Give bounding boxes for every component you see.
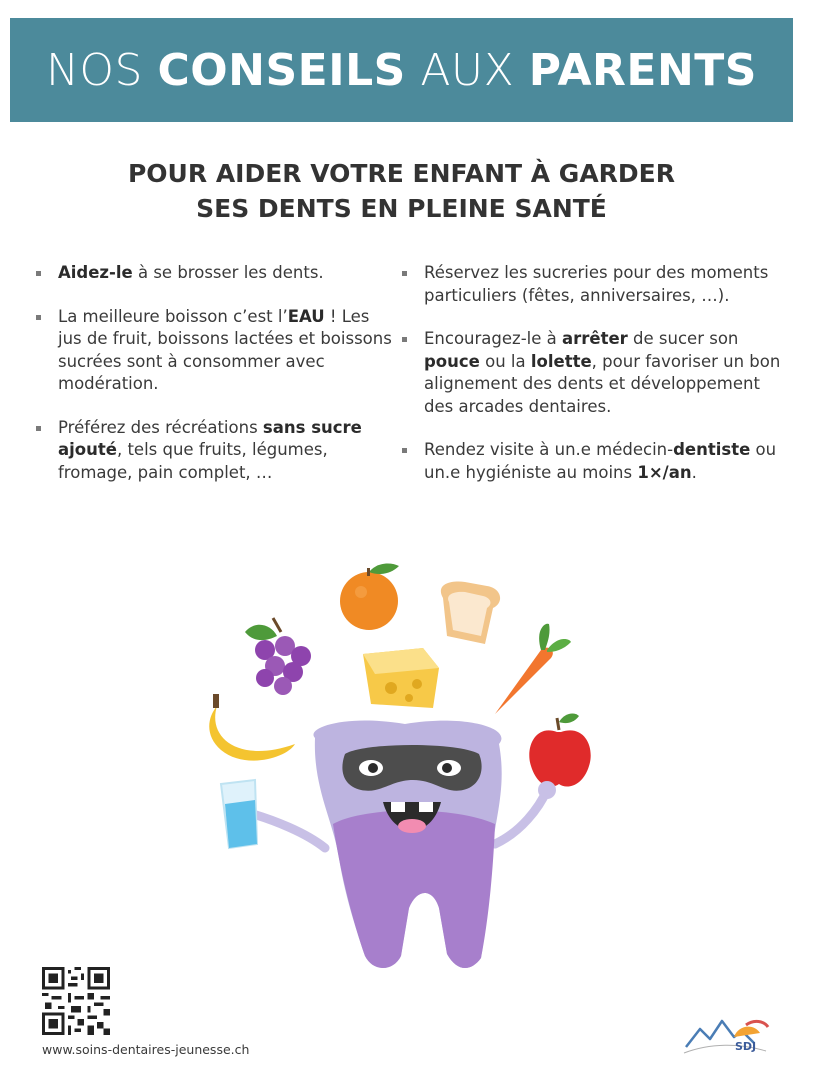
subtitle: POUR AIDER VOTRE ENFANT À GARDER SES DENTS EN PLEINE SANTÉ — [127, 159, 675, 223]
website-link[interactable]: www.soins-dentaires-jeunesse.ch — [42, 1042, 250, 1057]
page-title: NOS CONSEILS AUX PARENTS — [46, 44, 757, 96]
glass-of-water-icon — [221, 780, 257, 848]
tip-item: Réservez les sucreries pour des moments particuliers (fêtes, anniversaires, …). — [402, 262, 792, 307]
tips-left-list — [36, 262, 396, 505]
tip-item: Préférez des récréations sans sucre ajouté, tels que fruits, légumes, fromage, pain complet, … — [36, 417, 396, 485]
carrot-icon — [495, 624, 571, 714]
tip-item: La meilleure boisson c’est l’EAU ! Les jus de fruit, boissons lactées et boissons sucrées sont à consommer avec modération. — [36, 306, 396, 396]
apple-icon — [529, 714, 590, 787]
bread-icon — [441, 582, 500, 644]
tip-item: Aidez-le à se brosser les dents. — [36, 262, 396, 285]
logo-text: SDJ — [735, 1040, 757, 1053]
tips-right-list — [402, 262, 792, 505]
tooth-character — [313, 721, 501, 968]
tip-item: Rendez visite à un.e médecin-dentiste ou un.e hygiéniste au moins 1×/an. — [402, 439, 792, 484]
tip-item: Encouragez-le à arrêter de sucer son pouce ou la lolette, pour favoriser un bon alignement des dents et développement des arcades dentaires. — [402, 328, 792, 418]
sdj-logo-icon — [680, 1003, 770, 1059]
qr-code[interactable] — [42, 967, 110, 1035]
cheese-icon — [363, 648, 439, 708]
orange-icon — [340, 564, 399, 630]
header-banner — [10, 18, 793, 122]
tooth-mascot-illustration — [195, 558, 615, 988]
banana-icon — [209, 694, 295, 761]
grapes-icon — [245, 618, 311, 695]
